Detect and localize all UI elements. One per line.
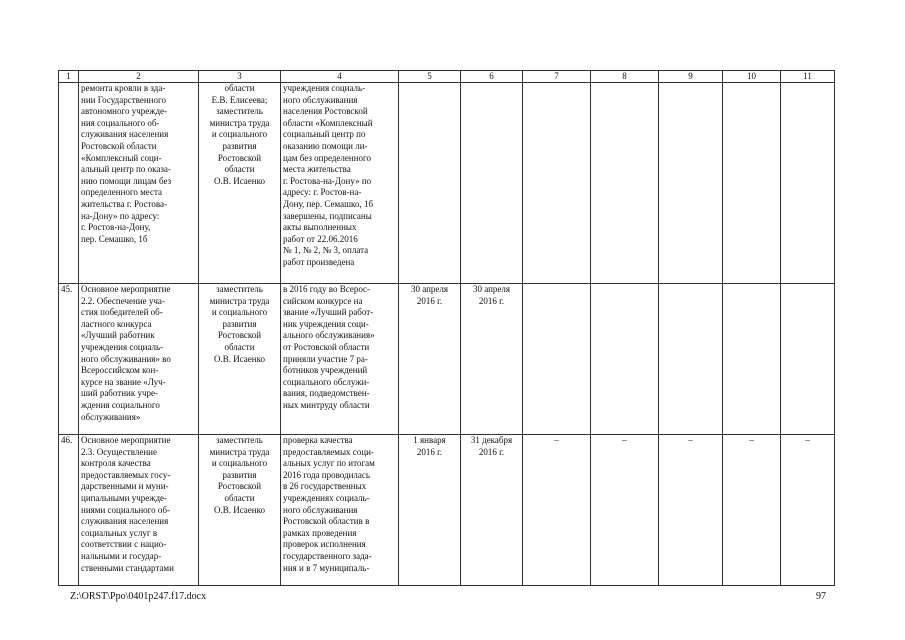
- table-cell: –: [591, 435, 659, 586]
- column-number: 3: [199, 71, 281, 83]
- table-cell: [591, 284, 659, 435]
- table-cell: –: [723, 435, 781, 586]
- column-number: 10: [723, 71, 781, 83]
- table-cell: [781, 83, 835, 284]
- row-number-cell: 46.: [59, 435, 79, 586]
- table-cell: –: [659, 435, 723, 586]
- responsible-cell: области Е.В. Елисеева; заместитель министра труда и социального развития Ростовской области О.В. Исаенко: [199, 83, 281, 284]
- table-cell: [659, 284, 723, 435]
- column-number: 5: [399, 71, 461, 83]
- table-row: [59, 435, 835, 586]
- result-cell: проверка качества предоставляемых соци- альных услуг по итогам 2016 года проводилась в 26 государственных учреждениях социаль- ного обслуживания Ростовской областив в рамках проведения проверок исполнения государственного зада- ния и в 7 муниципаль-: [281, 435, 399, 586]
- planned-date-cell: 1 января 2016 г.: [399, 435, 461, 586]
- actual-date-cell: [461, 83, 523, 284]
- measure-name-cell: Основное мероприятие 2.3. Осуществление контроля качества предоставляемых госу- дарственными и муни- ципальными учрежде- ниями социального об- служивания населения социальных услуг в соответствии с нацио- нальными и государ- ственными стандартами: [79, 435, 199, 586]
- measure-name-cell: Основное мероприятие 2.2. Обеспечение уча- стия победителей об- ластного конкурса «Лучший работник учреждения социаль- ного обслуживания» во Всероссийском кон- курсе на звание «Луч- ший работник учре- ждения социального обслуживания»: [79, 284, 199, 435]
- column-number: 2: [79, 71, 199, 83]
- responsible-cell: заместитель министра труда и социального развития Ростовской области О.В. Исаенко: [199, 284, 281, 435]
- column-number: 4: [281, 71, 399, 83]
- column-number: 6: [461, 71, 523, 83]
- result-cell: учреждения социаль- ного обслуживания населения Ростовской области «Комплексный социальный центр по оказанию помощи ли- цам без определенного места жительства г. Ростова-на-Дону» по адресу: г. Ростов-на- Дону, пер. Семашко, 1б завершены, подписаны акты выполненных работ от 22.06.2016 № 1, № 2, № 3, оплата работ произведена: [281, 83, 399, 284]
- responsible-cell: заместитель министра труда и социального развития Ростовской области О.В. Исаенко: [199, 435, 281, 586]
- table-cell: [659, 83, 723, 284]
- result-cell: в 2016 году во Всерос- сийском конкурсе на звание «Лучший работ- ник учреждения соци- ального обслуживания» от Ростовской области приняли участие 7 ра- ботников учреждений социального обслужи- вания, подведомствен- ных минтруду области: [281, 284, 399, 435]
- column-number-row: [59, 71, 835, 83]
- table-cell: [723, 83, 781, 284]
- column-number: 7: [523, 71, 591, 83]
- table-row: [59, 83, 835, 284]
- row-number-cell: 45.: [59, 284, 79, 435]
- table-cell: [591, 83, 659, 284]
- column-number: 8: [591, 71, 659, 83]
- planned-date-cell: [399, 83, 461, 284]
- table-cell: –: [781, 435, 835, 586]
- page-number: 97: [816, 591, 826, 602]
- column-number: 11: [781, 71, 835, 83]
- table-row: [59, 284, 835, 435]
- table-cell: [523, 83, 591, 284]
- actual-date-cell: 31 декабря 2016 г.: [461, 435, 523, 586]
- row-number-cell: [59, 83, 79, 284]
- planned-date-cell: 30 апреля 2016 г.: [399, 284, 461, 435]
- table-cell: [781, 284, 835, 435]
- file-path-footer: Z:\ORST\Ppo\0401p247.f17.docx: [70, 591, 207, 602]
- table-cell: [723, 284, 781, 435]
- measures-table: [58, 70, 835, 586]
- column-number: 1: [59, 71, 79, 83]
- table-cell: [523, 284, 591, 435]
- actual-date-cell: 30 апреля 2016 г.: [461, 284, 523, 435]
- column-number: 9: [659, 71, 723, 83]
- measure-name-cell: ремонта кровли в зда- нии Государственного автономного учрежде- ния социального об- служивания населения Ростовской области «Комплексный соци- альный центр по оказа- нию помощи лицам без определенного места жительства г. Ростова- на-Дону» по адресу: г. Ростов-на-Дону, пер. Семашко, 1б: [79, 83, 199, 284]
- table-cell: –: [523, 435, 591, 586]
